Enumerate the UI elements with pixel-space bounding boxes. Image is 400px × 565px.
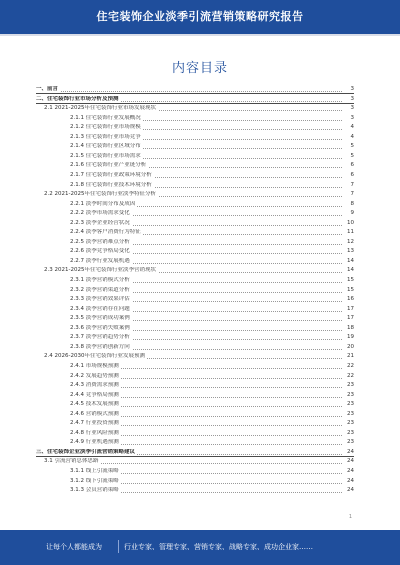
toc-entry-page: 17 (347, 305, 354, 312)
toc-entry-text: 二、住宅装饰行业市场分析及预测 (36, 95, 119, 102)
toc-entry-page: 23 (347, 401, 354, 408)
toc-entry-text: 2.1.3 住宅装饰行业市场竞争 (70, 133, 141, 140)
toc-entry[interactable] (36, 458, 354, 465)
toc-entry-text: 2.2 2021-2025年住宅装饰行业淡季特征分析 (44, 191, 156, 198)
toc-entry-text: 一、前言 (36, 86, 59, 92)
toc-entry[interactable] (36, 401, 354, 408)
toc-entry[interactable] (36, 430, 354, 437)
toc-entry-text: 2.1.8 住宅装饰行业技术环境分析 (70, 181, 152, 188)
toc-entry-text: 2.4.7 行业投资预测 (70, 420, 119, 427)
toc-entry-text: 2.3.5 淡季营销成功案例 (70, 315, 130, 322)
toc-entry-page: 11 (347, 229, 354, 236)
toc-entry-page: 24 (347, 487, 354, 494)
footer-bar (0, 530, 400, 565)
toc-entry-text: 2.2.4 淡季客户消费行为特征 (70, 229, 141, 236)
toc-entry[interactable] (36, 86, 354, 94)
toc-entry[interactable] (36, 229, 354, 236)
toc-entry-page: 6 (350, 171, 354, 178)
toc-entry-page: 17 (347, 315, 354, 322)
toc-entry-text: 2.2.7 淡季行业发展机遇 (70, 257, 130, 264)
toc-entry[interactable] (36, 96, 354, 104)
toc-entry-text: 2.3.8 淡季营销创新方向 (70, 343, 130, 350)
toc-entry-text: 2.1.7 住宅装饰行业政策环境分析 (70, 171, 152, 178)
toc-entry-text: 2.4.5 技术发展预测 (70, 401, 119, 408)
toc-entry-page: 3 (350, 95, 354, 102)
toc-entry-text: 3.1 引流营销总体思路 (44, 458, 99, 465)
toc-entry[interactable] (36, 182, 354, 189)
toc-entry-page: 3 (350, 86, 354, 92)
toc-entry[interactable] (36, 439, 354, 446)
toc-entry-text: 2.4.2 发展趋势预测 (70, 372, 119, 379)
toc-entry-page: 12 (347, 238, 354, 245)
report-title: 住宅装饰企业淡季引流营销策略研究报告 (96, 10, 304, 23)
toc-entry[interactable] (36, 353, 354, 360)
toc-entry-page: 4 (350, 133, 354, 140)
toc-entry-page: 23 (347, 429, 354, 436)
toc-entry-text: 三、住宅装饰企业淡季引流营销策略建议 (36, 448, 136, 455)
toc-entry[interactable] (36, 306, 354, 313)
toc-entry[interactable] (36, 363, 354, 370)
toc-entry-text: 2.1.4 住宅装饰行业区域分布 (70, 143, 141, 150)
toc-entry-text: 2.2.3 淡季企业经营状况 (70, 219, 130, 226)
toc-entry[interactable] (36, 143, 354, 150)
toc-entry-page: 5 (350, 143, 354, 150)
toc-entry[interactable] (36, 153, 354, 160)
toc-entry-page: 15 (347, 286, 354, 293)
toc-entry-text: 2.4.9 行业机遇预测 (70, 439, 119, 446)
toc-entry[interactable] (36, 315, 354, 322)
toc-entry[interactable] (36, 248, 354, 255)
toc-entry[interactable] (36, 239, 354, 246)
toc-entry[interactable] (36, 191, 354, 198)
toc-entry-page: 24 (347, 448, 354, 455)
toc-entry-page: 23 (347, 410, 354, 417)
toc-entry-text: 2.4.6 营销模式预测 (70, 410, 119, 417)
toc-entry-page: 23 (347, 382, 354, 389)
footer-divider (118, 540, 119, 553)
toc-entry-page: 14 (347, 267, 354, 274)
toc-entry[interactable] (36, 468, 354, 475)
toc-entry-text: 2.2.2 淡季市场需求变化 (70, 210, 130, 217)
toc-entry-page: 10 (347, 219, 354, 226)
toc-entry-text: 2.2.6 淡季竞争格局变化 (70, 248, 130, 255)
toc-entry-page: 22 (347, 362, 354, 369)
toc-entry[interactable] (36, 420, 354, 427)
toc-entry-page: 4 (350, 124, 354, 131)
toc-entry[interactable] (36, 258, 354, 265)
toc-title: 内容目录 (171, 61, 228, 76)
toc-entry[interactable] (36, 134, 354, 141)
toc-entry-text: 2.3.1 淡季营销模式分析 (70, 277, 130, 283)
footer-slogan-left: 让每个人都能成为 (46, 543, 102, 551)
toc-entry-text: 2.4 2026-2030年住宅装饰行业发展预测 (44, 353, 145, 360)
toc-entry[interactable] (36, 172, 354, 179)
toc-entry-text: 2.4.1 市场规模预测 (70, 362, 119, 369)
toc-entry-page: 16 (347, 296, 354, 303)
toc-entry[interactable] (36, 334, 354, 341)
toc-entry-page: 6 (350, 162, 354, 169)
toc-entry-text: 2.3.2 淡季营销渠道分析 (70, 286, 130, 293)
toc-entry-page: 24 (347, 477, 354, 484)
toc-entry-text: 3.1.1 线上引流策略 (70, 468, 119, 474)
toc-entry[interactable] (36, 373, 354, 380)
toc-entry-page: 22 (347, 372, 354, 379)
toc-entry-text: 2.4.8 行业风险预测 (70, 429, 119, 436)
header-divider (0, 34, 400, 36)
report-header-bar (0, 0, 400, 34)
toc-entry[interactable] (36, 344, 354, 351)
toc-leader-dots (40, 90, 342, 92)
toc-entry[interactable] (36, 287, 354, 294)
toc-entry[interactable] (36, 210, 354, 217)
toc-entry-page: 21 (347, 353, 354, 360)
toc-entry-page: 13 (347, 248, 354, 255)
toc-entry-text: 2.1.2 住宅装饰行业市场规模 (70, 124, 141, 131)
toc-entry-text: 2.3.3 淡季营销效果评估 (70, 296, 130, 303)
toc-entry-text: 2.4.4 竞争格局预测 (70, 391, 119, 398)
toc-entry-page: 8 (350, 200, 354, 207)
toc-entry[interactable] (36, 478, 354, 485)
toc-entry[interactable] (36, 220, 354, 227)
toc-entry[interactable] (36, 124, 354, 131)
toc-entry-text: 2.3.4 淡季营销存在问题 (70, 305, 130, 312)
toc-entry-page: 18 (347, 324, 354, 331)
toc-entry[interactable] (36, 411, 354, 418)
toc-entry-text: 2.1.1 住宅装饰行业发展概况 (70, 114, 141, 121)
page-number: 1 (348, 514, 352, 520)
toc-entry[interactable] (36, 325, 354, 332)
toc-entry-page: 3 (350, 105, 354, 112)
toc-entry[interactable] (36, 296, 354, 303)
toc-entry[interactable] (36, 392, 354, 399)
toc-entry-page: 14 (347, 257, 354, 264)
toc-entry[interactable] (36, 382, 354, 389)
toc-entry[interactable] (36, 162, 354, 169)
toc-entry-page: 24 (347, 468, 354, 474)
toc-entry-text: 3.1.3 会员营销策略 (70, 487, 119, 494)
toc-entry-page: 5 (350, 152, 354, 159)
toc-entry-page: 23 (347, 391, 354, 398)
toc-entry[interactable] (36, 277, 354, 284)
toc-entry-text: 2.3.7 淡季营销趋势分析 (70, 334, 130, 341)
toc-entry-page: 23 (347, 420, 354, 427)
toc-entry[interactable] (36, 105, 354, 112)
toc-entry-text: 2.1.6 住宅装饰行业产业链分析 (70, 162, 147, 169)
toc-entry-page: 3 (350, 114, 354, 121)
toc-entry[interactable] (36, 115, 354, 122)
toc-entry-text: 3.1.2 线下引流策略 (70, 477, 119, 484)
toc-entry-text: 2.3 2021-2025年住宅装饰行业淡季营销现状 (44, 267, 156, 274)
toc-entry-page: 7 (350, 191, 354, 198)
toc-entry[interactable] (36, 487, 354, 494)
toc-entry-text: 2.4.3 消费需求预测 (70, 382, 119, 389)
toc-entry-page: 23 (347, 439, 354, 446)
toc-entry-text: 2.2.1 淡季时间分布及成因 (70, 200, 136, 207)
toc-entry-page: 15 (347, 277, 354, 283)
table-of-contents (36, 86, 354, 504)
toc-entry[interactable] (36, 267, 354, 274)
toc-entry[interactable] (36, 449, 354, 457)
toc-entry[interactable] (36, 201, 354, 208)
toc-entry-text: 2.1.5 住宅装饰行业市场需求 (70, 152, 141, 159)
toc-entry-page: 9 (350, 210, 354, 217)
toc-entry-page: 19 (347, 334, 354, 341)
toc-entry-text: 2.2.5 淡季营销难点分析 (70, 238, 130, 245)
toc-entry-page: 20 (347, 343, 354, 350)
toc-entry-page: 7 (350, 181, 354, 188)
toc-entry-text: 2.1 2021-2025年住宅装饰行业市场发展现状 (44, 105, 156, 112)
footer-slogan-right: 行业专家、管理专家、营销专家、战略专家、成功企业家…… (124, 543, 313, 551)
toc-entry-text: 2.3.6 淡季营销失败案例 (70, 324, 130, 331)
toc-entry-page: 24 (347, 458, 354, 465)
